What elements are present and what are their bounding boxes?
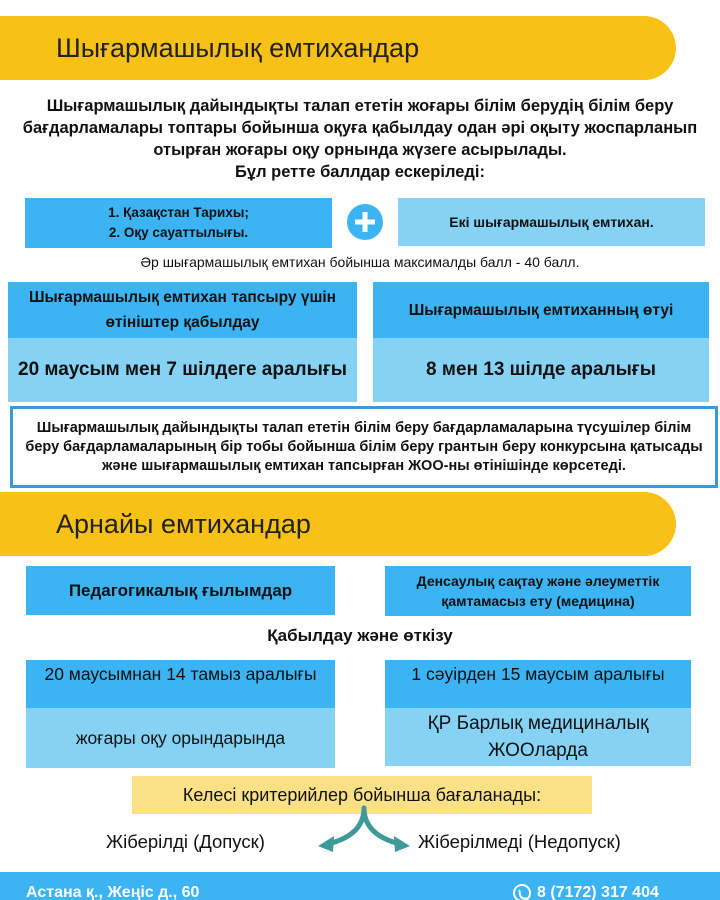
footer-phone-number: 8 (7172) 317 404 (537, 884, 659, 900)
split-arrows-icon (314, 804, 414, 858)
exam-dates: 8 мен 13 шілде аралығы (373, 338, 709, 402)
plus-circle-icon (347, 204, 383, 240)
subjects-box (25, 198, 332, 248)
admission-heading: Қабылдау және өткізу (267, 626, 453, 645)
section-title-special: Арнайы емтихандар (56, 508, 311, 539)
footer-bar (0, 872, 720, 900)
footer-address: Астана қ., Жеңіс д., 60 (26, 884, 200, 900)
intro-subtext: Бұл ретте баллдар ескеріледі: (235, 163, 485, 181)
section-title-creative: Шығармашылық емтихандар (56, 32, 420, 63)
medicine-place: ҚР Барлық медициналық ЖООларда (385, 708, 691, 766)
footer-phone (513, 884, 659, 900)
medicine-box: Денсаулық сақтау және әлеуметтік қамтамасыз ету (медицина) (385, 566, 691, 616)
section-banner-creative (0, 16, 676, 80)
notice-box: Шығармашылық дайындықты талап ететін білім беру бағдарламаларына түсушілер білім беру бағдарламаларының бір тобы бойынша білім беру грантын беру конкурсына қатысады және шығармашылық емтихан тапсырған ЖОО-ны өтінішінде көрсетеді. (10, 406, 718, 488)
pedagogy-dates: 20 маусымнан 14 тамыз аралығы (26, 660, 335, 708)
exam-heading: Шығармашылық емтиханның өтуі (373, 282, 709, 338)
subject-item: 2. Оқу сауаттылығы. (108, 225, 249, 240)
result-fail: Жіберілмеді (Недопуск) (418, 831, 621, 852)
applications-heading: Шығармашылық емтихан тапсыру үшін өтініштер қабылдау (8, 282, 357, 338)
pedagogy-box: Педагогикалық ғылымдар (26, 566, 335, 615)
criteria-box: Келесі критерийлер бойынша бағаланады: (132, 776, 592, 814)
phone-icon (513, 884, 531, 900)
applications-dates: 20 маусым мен 7 шілдеге аралығы (8, 338, 357, 402)
max-score-note: Әр шығармашылық емтихан бойынша максималды балл - 40 балл. (140, 254, 580, 270)
result-pass: Жіберілді (Допуск) (106, 831, 265, 852)
intro-text: Шығармашылық дайындықты талап ететін жоғары білім берудің білім беру бағдарламалары топтары бойынша оқуға қабылдау одан әрі оқыту жоспарланып отырған жоғары оқу орнында жүзеге асырылады. (22, 97, 698, 159)
medicine-dates: 1 сәуірден 15 маусым аралығы (385, 660, 691, 708)
subject-item: 1. Қазақстан Тарихы; (108, 205, 249, 220)
two-exams-box: Екі шығармашылық емтихан. (398, 198, 705, 246)
pedagogy-place: жоғары оқу орындарында (26, 708, 335, 768)
section-banner-special (0, 492, 676, 556)
